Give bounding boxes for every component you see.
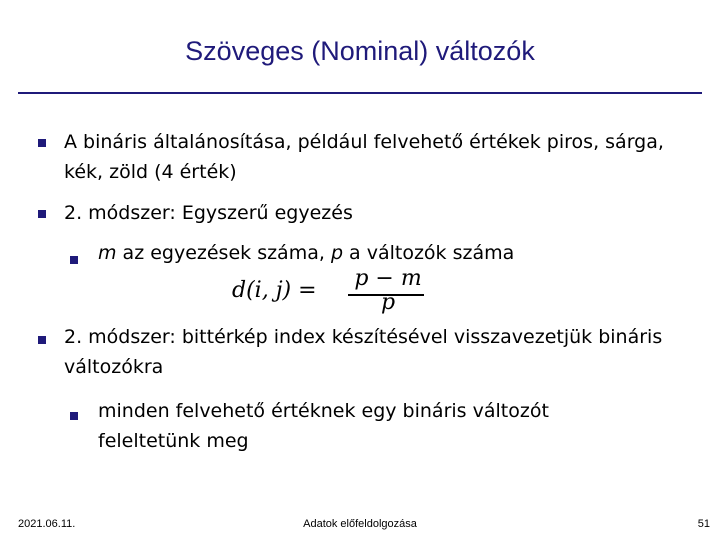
title-underline xyxy=(18,92,702,94)
bullet-3-sub-text: minden felvehető értéknek egy bináris változót feleltetünk meg xyxy=(98,400,549,452)
var-p: p xyxy=(330,242,343,264)
formula-numerator: p − m xyxy=(354,266,422,291)
var-m: m xyxy=(98,242,117,264)
sub-text-end: a változók száma xyxy=(343,242,515,264)
bullet-square-icon xyxy=(38,336,46,344)
bullet-square-icon xyxy=(38,210,46,218)
page-number: 51 xyxy=(697,518,710,530)
sub-bullet-square-icon xyxy=(70,412,78,420)
slide-title: Szöveges (Nominal) változók xyxy=(185,36,535,66)
bullet-3-text: 2. módszer: bittérkép index készítésével visszavezetjük bináris változókra xyxy=(64,326,663,378)
bullet-1-text: A bináris általánosítása, például felvehető értékek piros, sárga, kék, zöld (4 érték) xyxy=(64,131,664,183)
formula-denominator: p xyxy=(380,290,396,315)
bullet-square-icon xyxy=(38,139,46,147)
formula-lhs: d(i, j) = xyxy=(232,278,317,303)
footer-date: 2021.06.11. xyxy=(18,518,76,530)
sub-bullet-square-icon xyxy=(70,256,78,264)
bullet-2-sub-text xyxy=(98,238,678,268)
distance-formula xyxy=(232,266,432,316)
sub-text-mid: az egyezések száma, xyxy=(116,242,331,264)
footer-title: Adatok előfeldolgozása xyxy=(303,518,417,530)
bullet-2-text: 2. módszer: Egyszerű egyezés xyxy=(64,202,353,224)
